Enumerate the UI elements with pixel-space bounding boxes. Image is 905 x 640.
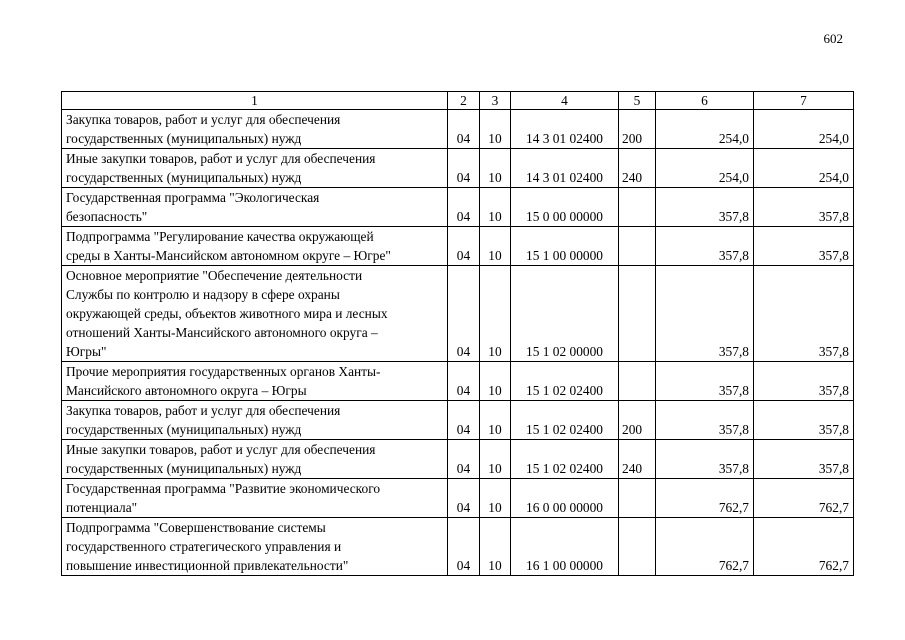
amount-cell: 357,8 xyxy=(754,227,854,266)
item-name-line: государственных (муниципальных) нужд xyxy=(66,422,302,437)
section-cell: 04 xyxy=(448,188,480,227)
section-cell: 04 xyxy=(448,440,480,479)
target-article-cell: 16 1 00 00000 xyxy=(511,518,619,576)
item-name-line: Подпрограмма "Регулирование качества окружающей xyxy=(66,229,374,244)
expense-type-cell xyxy=(619,188,656,227)
item-name-cell xyxy=(62,362,448,401)
table-row xyxy=(62,401,854,440)
budget-table xyxy=(61,91,854,576)
item-name-line: Службы по контролю и надзору в сфере охраны xyxy=(66,287,340,302)
target-article-cell: 15 1 02 02400 xyxy=(511,440,619,479)
amount-cell: 357,8 xyxy=(656,440,754,479)
expense-type-cell: 240 xyxy=(619,440,656,479)
subsection-cell: 10 xyxy=(480,110,511,149)
subsection-cell: 10 xyxy=(480,188,511,227)
subsection-cell: 10 xyxy=(480,440,511,479)
header-cell: 2 xyxy=(448,92,480,110)
page-number: 602 xyxy=(823,31,843,46)
table-row xyxy=(62,362,854,401)
item-name-cell xyxy=(62,440,448,479)
target-article-cell: 16 0 00 00000 xyxy=(511,479,619,518)
amount-cell: 357,8 xyxy=(656,401,754,440)
item-name-line: Прочие мероприятия государственных органов Ханты- xyxy=(66,364,381,379)
target-article-cell: 15 1 02 00000 xyxy=(511,266,619,362)
target-article-cell: 15 1 02 02400 xyxy=(511,362,619,401)
header-cell: 3 xyxy=(480,92,511,110)
item-name-line: государственных (муниципальных) нужд xyxy=(66,131,302,146)
item-name-line: Закупка товаров, работ и услуг для обеспечения xyxy=(66,112,341,127)
item-name-line: Закупка товаров, работ и услуг для обеспечения xyxy=(66,403,341,418)
subsection-cell: 10 xyxy=(480,149,511,188)
table-row xyxy=(62,188,854,227)
amount-cell: 357,8 xyxy=(656,266,754,362)
table-row xyxy=(62,227,854,266)
amount-cell: 357,8 xyxy=(656,362,754,401)
header-cell: 1 xyxy=(62,92,448,110)
amount-cell: 762,7 xyxy=(754,518,854,576)
item-name-line: повышение инвестиционной привлекательности" xyxy=(66,558,349,573)
amount-cell: 254,0 xyxy=(656,110,754,149)
subsection-cell: 10 xyxy=(480,479,511,518)
table-row xyxy=(62,266,854,362)
expense-type-cell xyxy=(619,518,656,576)
amount-cell: 357,8 xyxy=(754,188,854,227)
item-name-line: Государственная программа "Развитие экономического xyxy=(66,481,381,496)
amount-cell: 254,0 xyxy=(754,110,854,149)
table-row xyxy=(62,440,854,479)
item-name-cell xyxy=(62,227,448,266)
item-name-cell xyxy=(62,149,448,188)
header-cell: 5 xyxy=(619,92,656,110)
item-name-line: Мансийского автономного округа – Югры xyxy=(66,383,307,398)
item-name-line: Государственная программа "Экологическая xyxy=(66,190,320,205)
section-cell: 04 xyxy=(448,362,480,401)
item-name-cell xyxy=(62,518,448,576)
item-name-cell xyxy=(62,401,448,440)
item-name-line: отношений Ханты-Мансийского автономного округа – xyxy=(66,325,378,340)
target-article-cell: 15 0 00 00000 xyxy=(511,188,619,227)
target-article-cell: 14 3 01 02400 xyxy=(511,149,619,188)
expense-type-cell xyxy=(619,266,656,362)
subsection-cell: 10 xyxy=(480,518,511,576)
amount-cell: 254,0 xyxy=(656,149,754,188)
amount-cell: 357,8 xyxy=(754,401,854,440)
item-name-line: среды в Ханты-Мансийском автономном округе – Югре" xyxy=(66,248,391,263)
item-name-cell xyxy=(62,479,448,518)
item-name-cell xyxy=(62,266,448,362)
target-article-cell: 14 3 01 02400 xyxy=(511,110,619,149)
section-cell: 04 xyxy=(448,149,480,188)
header-cell: 4 xyxy=(511,92,619,110)
item-name-line: Иные закупки товаров, работ и услуг для обеспечения xyxy=(66,151,376,166)
header-cell: 7 xyxy=(754,92,854,110)
amount-cell: 357,8 xyxy=(656,188,754,227)
item-name-cell xyxy=(62,110,448,149)
item-name-line: безопасность" xyxy=(66,209,148,224)
expense-type-cell xyxy=(619,362,656,401)
subsection-cell: 10 xyxy=(480,401,511,440)
expense-type-cell: 200 xyxy=(619,110,656,149)
table-row xyxy=(62,149,854,188)
item-name-line: государственных (муниципальных) нужд xyxy=(66,170,302,185)
section-cell: 04 xyxy=(448,227,480,266)
amount-cell: 357,8 xyxy=(656,227,754,266)
item-name-line: окружающей среды, объектов животного мира и лесных xyxy=(66,306,388,321)
table-header-row xyxy=(62,92,854,110)
target-article-cell: 15 1 02 02400 xyxy=(511,401,619,440)
amount-cell: 762,7 xyxy=(754,479,854,518)
subsection-cell: 10 xyxy=(480,266,511,362)
item-name-line: государственных (муниципальных) нужд xyxy=(66,461,302,476)
table-row xyxy=(62,479,854,518)
section-cell: 04 xyxy=(448,401,480,440)
amount-cell: 357,8 xyxy=(754,440,854,479)
expense-type-cell xyxy=(619,227,656,266)
amount-cell: 357,8 xyxy=(754,266,854,362)
section-cell: 04 xyxy=(448,518,480,576)
item-name-line: Подпрограмма "Совершенствование системы xyxy=(66,520,326,535)
section-cell: 04 xyxy=(448,110,480,149)
header-cell: 6 xyxy=(656,92,754,110)
target-article-cell: 15 1 00 00000 xyxy=(511,227,619,266)
subsection-cell: 10 xyxy=(480,227,511,266)
expense-type-cell xyxy=(619,479,656,518)
section-cell: 04 xyxy=(448,266,480,362)
table-row xyxy=(62,518,854,576)
item-name-line: Основное мероприятие "Обеспечение деятельности xyxy=(66,268,363,283)
expense-type-cell: 200 xyxy=(619,401,656,440)
amount-cell: 762,7 xyxy=(656,518,754,576)
item-name-line: Иные закупки товаров, работ и услуг для обеспечения xyxy=(66,442,376,457)
item-name-line: Югры" xyxy=(66,344,107,359)
expense-type-cell: 240 xyxy=(619,149,656,188)
item-name-line: потенциала" xyxy=(66,500,138,515)
amount-cell: 254,0 xyxy=(754,149,854,188)
item-name-cell xyxy=(62,188,448,227)
table-row xyxy=(62,110,854,149)
amount-cell: 762,7 xyxy=(656,479,754,518)
amount-cell: 357,8 xyxy=(754,362,854,401)
section-cell: 04 xyxy=(448,479,480,518)
subsection-cell: 10 xyxy=(480,362,511,401)
item-name-line: государственного стратегического управления и xyxy=(66,539,342,554)
